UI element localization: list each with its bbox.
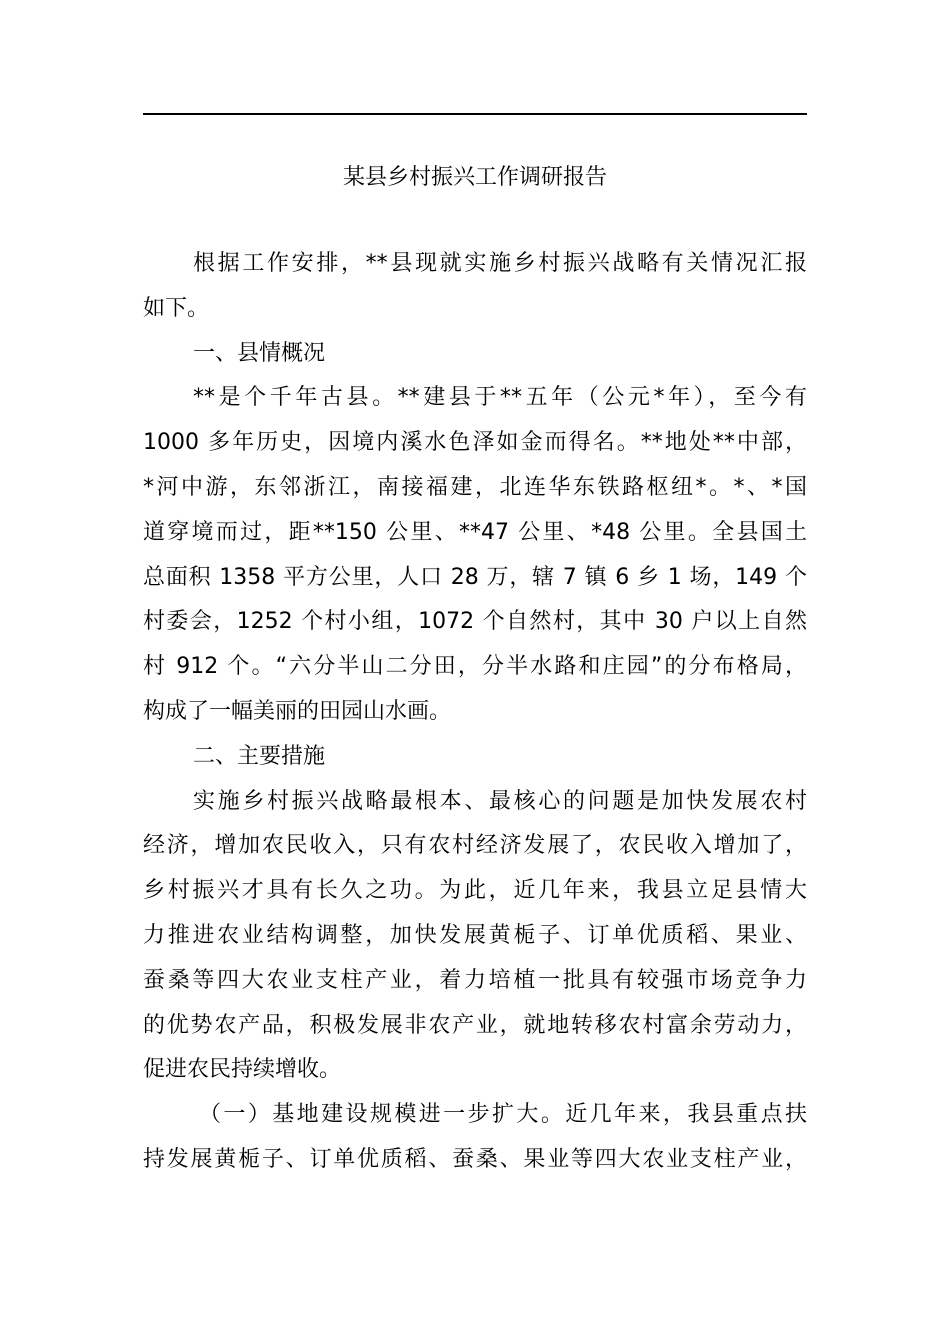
section1-line: 总面积 1358 平方公里，人口 28 万，辖 7 镇 6 乡 1 场，149 个 <box>143 564 807 590</box>
subsection1-line: 持发展黄栀子、订单优质稻、蚕桑、果业等四大农业支柱产业， <box>143 1146 807 1172</box>
subsection1-line: （一）基地建设规模进一步扩大。近几年来，我县重点扶 <box>199 1102 807 1128</box>
section2-line: 蚕桑等四大农业支柱产业，着力培植一批具有较强市场竞争力 <box>143 967 807 993</box>
section2-line: 促进农民持续增收。 <box>143 1057 342 1083</box>
header-rule <box>143 113 807 115</box>
document-title: 某县乡村振兴工作调研报告 <box>342 165 607 190</box>
paragraph-intro-line-1: 根据工作安排，**县现就实施乡村振兴战略有关情况汇报 <box>193 251 807 276</box>
section1-line: *河中游，东邻浙江，南接福建，北连华东铁路枢纽*。*、*国 <box>143 474 807 500</box>
section1-line: 道穿境而过，距**150 公里、**47 公里、*48 公里。全县国土 <box>143 519 807 545</box>
section2-line: 的优势农产品，积极发展非农产业，就地转移农村富余劳动力， <box>143 1012 807 1038</box>
section1-line: 1000 多年历史，因境内溪水色泽如金而得名。**地处**中部， <box>143 430 807 456</box>
section2-line: 乡村振兴才具有长久之功。为此，近几年来，我县立足县情大 <box>143 878 807 904</box>
section2-line: 经济，增加农民收入，只有农村经济发展了，农民收入增加了， <box>143 833 807 859</box>
section1-line: 构成了一幅美丽的田园山水画。 <box>143 698 452 724</box>
section2-line: 实施乡村振兴战略最根本、最核心的问题是加快发展农村 <box>193 788 807 814</box>
section1-line: 村委会，1252 个村小组，1072 个自然村，其中 30 户以上自然 <box>143 609 807 635</box>
section1-line: 村 912 个。“六分半山二分田，分半水路和庄园”的分布格局， <box>143 654 807 680</box>
section2-line: 力推进农业结构调整，加快发展黄栀子、订单优质稻、果业、 <box>143 922 807 948</box>
section-heading-1: 一、县情概况 <box>193 340 326 366</box>
section1-line: **是个千年古县。**建县于**五年（公元*年），至今有 <box>193 385 807 411</box>
paragraph-intro-line-2: 如下。 <box>143 295 210 321</box>
document-body <box>143 242 807 1183</box>
section-heading-2: 二、主要措施 <box>193 743 326 769</box>
